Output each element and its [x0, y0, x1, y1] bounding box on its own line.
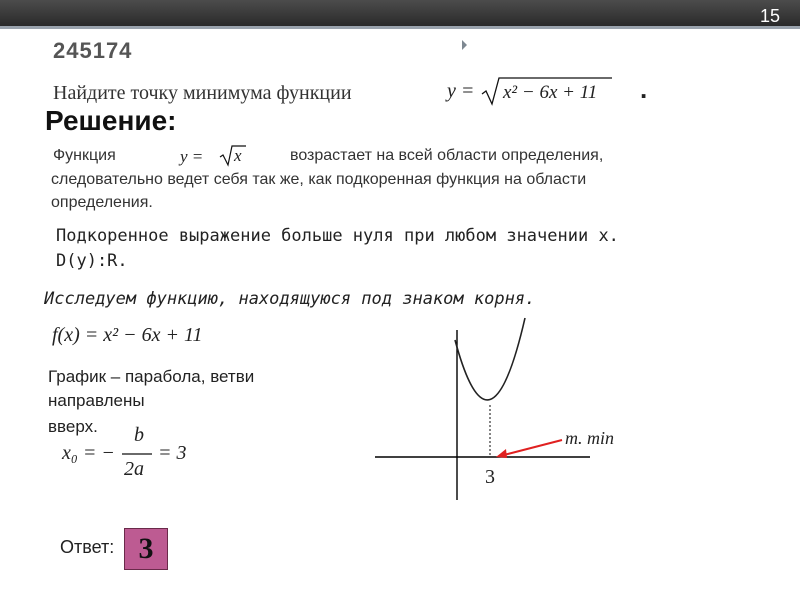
task-formula-radicand: x² − 6x + 11 — [503, 82, 598, 103]
fx-formula: f(x) = x² − 6x + 11 — [52, 324, 203, 346]
vertex-formula-lhs: x₀ = − — [62, 442, 115, 464]
para1-word: Функция — [53, 147, 116, 164]
task-text: Найдите точку минимума функции — [53, 82, 352, 104]
para1-formula-radicand: x — [234, 146, 242, 165]
graph-x-label: 3 — [485, 466, 495, 488]
graph-parabola — [455, 318, 525, 400]
slide-number: 15 — [759, 6, 780, 26]
graph-min-arrowhead-icon — [496, 449, 507, 458]
task-id: 245174 — [53, 38, 133, 63]
domain-note-line1: Подкоренное выражение больше нуля при любом значении x. — [56, 226, 619, 246]
answer-box: 3 — [124, 528, 168, 570]
para1-line3: определения. — [51, 194, 153, 211]
para1-line2: следовательно ведет себя так же, как подкоренная функция на области — [51, 171, 587, 188]
graph-text-line1: График – парабола, ветви — [48, 367, 255, 386]
answer-label: Ответ: — [60, 537, 115, 557]
vertex-formula-numerator: b — [134, 424, 144, 446]
vertex-formula-rhs: = 3 — [158, 442, 187, 464]
domain-note-line2: D(y):R. — [56, 251, 128, 271]
graph-min-label: m. min — [565, 428, 614, 448]
para1-line1: возрастает на всей области определения, — [290, 147, 604, 164]
graph-min-arrow — [500, 440, 562, 456]
solution-heading: Решение: — [45, 105, 177, 136]
task-formula-lhs: y = — [447, 80, 475, 102]
task-sqrt-sign-icon — [482, 78, 612, 104]
para1-sqrt-sign-icon — [220, 146, 246, 165]
para1-formula-lhs: y = — [180, 147, 204, 166]
graph-text-line3: вверх. — [48, 417, 98, 436]
vertex-formula-denominator: 2a — [124, 458, 144, 480]
task-period: . — [640, 74, 648, 104]
graph-text-line2: направлены — [48, 391, 145, 410]
investigate-text: Исследуем функцию, находящуюся под знаком корня. — [44, 289, 536, 309]
